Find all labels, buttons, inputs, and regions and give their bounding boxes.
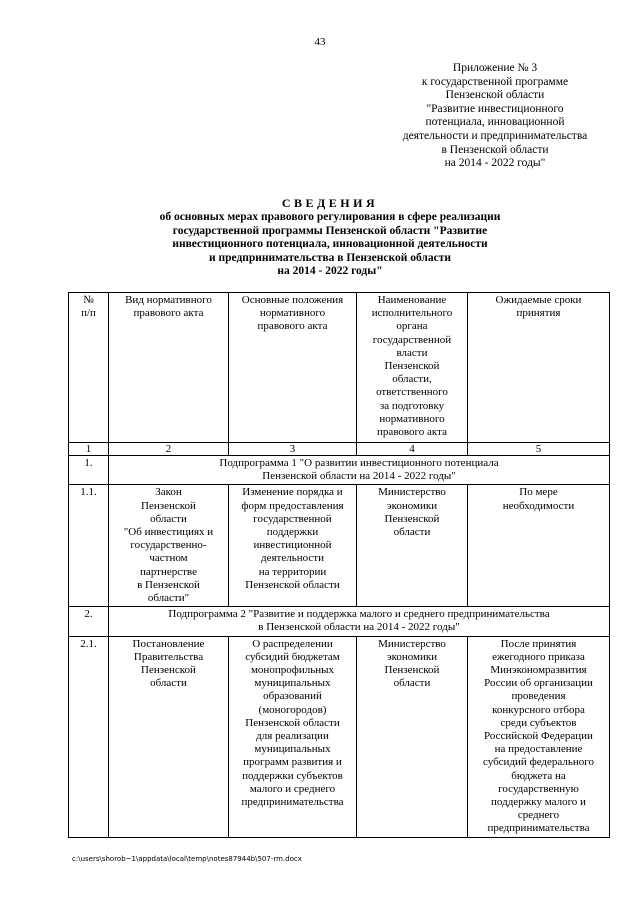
document-title [60,195,600,279]
cell-line: Закон [155,486,182,499]
cell-line: программ развития и [243,756,342,769]
cell-line: области, [392,373,432,386]
cell-line: Изменение порядка и [242,486,343,499]
cell-line: правового акта [257,320,328,333]
appendix-line: потенциала, инновационной [425,116,565,129]
cell-line: Пензенской области на 2014 - 2022 годы" [262,470,456,483]
row-number: 2. [69,607,109,636]
title-line: и предпринимательства в Пензенской области [208,251,451,264]
cell-adoption-terms [468,636,610,837]
cell-line: государственную [498,782,579,795]
cell-line: Пензенской [384,512,440,525]
cell-line: необходимости [502,499,575,512]
column-numbers-row [69,443,610,456]
cell-line: конкурсного отбора [492,703,585,716]
cell-line: государственной [253,512,332,525]
cell-line: малого и среднего [249,782,336,795]
table-row [69,485,610,607]
cell-responsible-body [357,636,468,837]
cell-line: бюджета на [511,769,566,782]
subprogram-title [109,456,610,485]
cell-line: среди субъектов [500,716,577,729]
row-number: 1.1. [69,485,109,607]
cell-act-type [109,636,229,837]
column-number: 1 [69,443,109,456]
cell-provisions [229,485,357,607]
cell-line: форм предоставления [241,499,344,512]
footer-file-path: c:\users\shorob~1\appdata\local\temp\notes87944b\507-rm.docx [72,855,302,863]
column-number: 5 [468,443,610,456]
appendix-line: к государственной программе [421,75,569,88]
cell-line: партнерстве [140,565,197,578]
cell-line: (моногородов) [258,703,327,716]
table-header-row [69,293,610,443]
cell-line: Подпрограмма 1 "О развитии инвестиционного потенциала [219,457,499,469]
cell-line: в Пензенской [137,578,200,591]
title-line: государственной программы Пензенской области "Развитие [172,224,488,237]
header-provisions [229,293,357,443]
cell-line: принятия [516,307,561,320]
cell-line: Минэкономразвития [490,664,587,677]
cell-line: поддержки [266,526,319,539]
cell-line: нормативного [379,412,445,425]
title-line: на 2014 - 2022 годы" [277,265,383,278]
cell-line: образований [263,690,322,703]
title-line: инвестиционного потенциала, инновационной деятельности [172,238,488,251]
cell-line: экономики [386,650,438,663]
cell-line: области [393,677,431,690]
cell-line: Пензенской [384,664,440,677]
cell-line: правового акта [377,426,447,439]
header-adoption-terms [468,293,610,443]
cell-line: Постановление [132,637,205,650]
table-row [69,636,610,837]
cell-provisions [229,636,357,837]
column-number: 2 [109,443,229,456]
cell-line: монопрофильных [250,664,335,677]
cell-responsible-body [357,485,468,607]
header-responsible-body [357,293,468,443]
cell-line: После принятия [500,637,577,650]
cell-line: для реализации [256,730,329,743]
appendix-line: деятельности и предпринимательства [402,129,588,142]
cell-line: на территории [258,565,327,578]
cell-line: проведения [511,690,566,703]
cell-line: Ожидаемые сроки [495,294,582,306]
cell-line: Министерство [378,637,446,650]
cell-line: нормативного [259,307,326,320]
appendix-line: в Пензенской области [441,143,549,156]
cell-line: Правительства [133,650,204,663]
cell-line: По мере [519,486,558,499]
cell-line: Пензенской области [245,716,340,729]
subprogram-row [69,456,610,485]
cell-line: Российской Федерации [484,730,593,743]
cell-line: Пензенской [141,664,196,677]
cell-line: субсидий бюджетам [245,650,340,663]
cell-line: власти [396,346,428,359]
cell-line: О распределении [252,637,333,650]
title-main: СВЕДЕНИЯ [281,196,379,210]
appendix-line: Приложение № 3 [452,62,538,74]
cell-line: деятельности [261,552,324,565]
header-act-type [109,293,229,443]
cell-line: № [83,294,94,306]
cell-line: Подпрограмма 2 "Развитие и поддержка малого и среднего предпринимательства [168,608,550,621]
cell-line: Министерство [378,486,446,499]
cell-act-type [109,485,229,607]
cell-line: среднего [517,809,560,822]
appendix-line: "Развитие инвестиционного [426,102,564,115]
cell-line: поддержки субъектов [242,769,343,782]
cell-line: государственной [372,333,452,346]
appendix-line: на 2014 - 2022 годы" [444,157,546,170]
cell-line: экономики [386,499,438,512]
cell-line: Пензенской области [245,578,340,591]
cell-adoption-terms [468,485,610,607]
appendix-block [345,62,640,171]
cell-line: Пензенской [141,499,196,512]
appendix-line: Пензенской области [445,89,545,102]
cell-line: Наименование [377,294,447,306]
cell-line: на предоставление [494,743,583,756]
cell-line: области" [147,592,190,605]
row-number: 1. [69,456,109,485]
cell-line: муниципальных [254,743,331,756]
cell-line: государственно- [130,539,207,552]
cell-line: частном [149,552,188,565]
column-number: 3 [229,443,357,456]
subprogram-title [109,607,610,636]
title-line: об основных мерах правового регулирования в сфере реализации [159,211,501,223]
cell-line: муниципальных [254,677,331,690]
cell-line: ответственного [376,386,448,399]
cell-line: предпринимательства [241,796,344,809]
cell-line: Вид нормативного [125,294,212,306]
cell-line: области [150,512,187,525]
cell-line: области [150,677,187,690]
subprogram-row [69,607,610,636]
row-number: 2.1. [69,636,109,837]
cell-line: области [393,526,431,539]
measures-table [68,292,610,838]
cell-line: правового акта [133,307,204,320]
cell-line: поддержку малого и [491,796,586,809]
column-number: 4 [357,443,468,456]
cell-line: Основные положения [241,294,344,306]
cell-line: инвестиционной [253,539,332,552]
cell-line: исполнительного [371,307,453,320]
cell-line: предпринимательства [487,822,590,835]
cell-line: субсидий федерального [482,756,595,769]
cell-line: п/п [81,307,96,320]
cell-line: Пензенской [384,360,440,373]
cell-line: за подготовку [379,399,445,412]
page-number: 43 [314,36,326,48]
cell-line: России об организации [484,677,593,690]
header-num [69,293,109,443]
cell-line: ежегодного приказа [492,650,585,663]
cell-line: "Об инвестициях и [123,526,214,539]
cell-line: в Пензенской области на 2014 - 2022 годы" [258,621,460,634]
cell-line: органа [396,320,428,333]
